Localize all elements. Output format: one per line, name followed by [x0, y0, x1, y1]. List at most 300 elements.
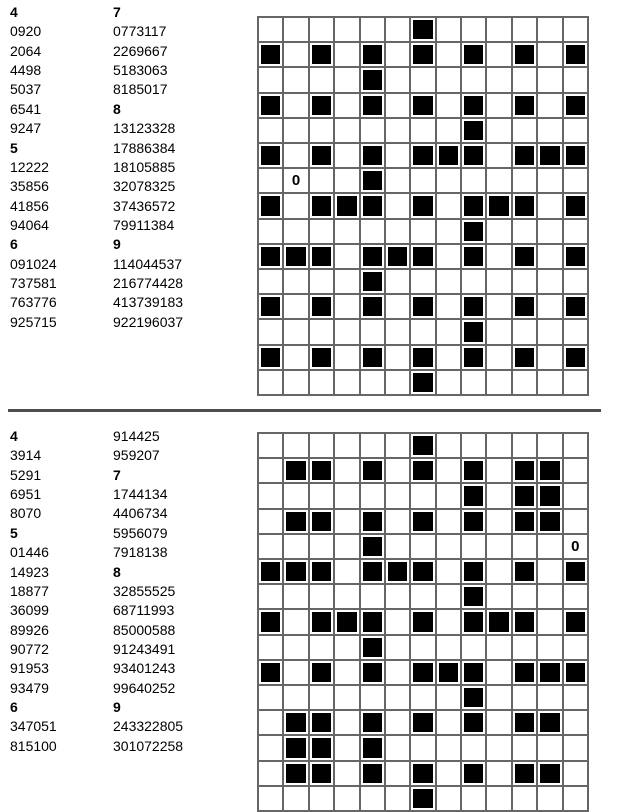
grid-cell[interactable]	[309, 584, 334, 609]
grid-cell[interactable]	[537, 584, 562, 609]
grid-cell[interactable]	[334, 685, 359, 710]
grid-cell[interactable]	[309, 168, 334, 193]
grid-cell[interactable]	[537, 735, 562, 760]
grid-cell[interactable]	[283, 269, 308, 294]
grid-cell[interactable]	[436, 635, 461, 660]
grid-cell[interactable]	[436, 118, 461, 143]
grid-cell-black	[360, 559, 385, 584]
grid-cell[interactable]	[436, 458, 461, 483]
grid-cell[interactable]	[461, 370, 486, 395]
grid-cell[interactable]	[486, 483, 511, 508]
grid-cell[interactable]	[512, 269, 537, 294]
grid-cell[interactable]	[385, 509, 410, 534]
grid-cell[interactable]	[486, 509, 511, 534]
grid-cell[interactable]	[309, 685, 334, 710]
grid-cell[interactable]	[436, 370, 461, 395]
grid-cell[interactable]	[258, 534, 283, 559]
grid-cell[interactable]	[461, 17, 486, 42]
grid-cell[interactable]	[334, 433, 359, 458]
grid-cell[interactable]	[486, 93, 511, 118]
grid-cell[interactable]	[537, 93, 562, 118]
grid-cell[interactable]	[258, 509, 283, 534]
grid-cell[interactable]	[385, 433, 410, 458]
grid-cell[interactable]	[360, 319, 385, 344]
grid-cell[interactable]	[283, 143, 308, 168]
grid-cell[interactable]	[436, 483, 461, 508]
grid-cell[interactable]	[360, 584, 385, 609]
grid-cell[interactable]	[283, 193, 308, 218]
grid-cell[interactable]	[486, 458, 511, 483]
grid-cell[interactable]	[334, 244, 359, 269]
grid-cell[interactable]	[563, 761, 588, 786]
grid-cell[interactable]	[334, 458, 359, 483]
number-entry: 5956079	[113, 524, 168, 541]
number-entry: 18105885	[113, 158, 176, 175]
grid-cell[interactable]	[385, 534, 410, 559]
grid-cell[interactable]	[334, 584, 359, 609]
grid-cell[interactable]	[385, 319, 410, 344]
grid-cell[interactable]	[360, 17, 385, 42]
grid-cell[interactable]	[283, 319, 308, 344]
grid-cell[interactable]	[385, 118, 410, 143]
grid-cell[interactable]	[486, 559, 511, 584]
grid-cell[interactable]	[334, 143, 359, 168]
grid-cell[interactable]	[436, 345, 461, 370]
grid-cell-black	[258, 244, 283, 269]
grid-cell[interactable]	[486, 67, 511, 92]
grid-cell[interactable]	[334, 735, 359, 760]
grid-cell[interactable]	[258, 17, 283, 42]
grid-cell[interactable]	[461, 735, 486, 760]
grid-cell[interactable]	[486, 660, 511, 685]
grid-cell-black	[360, 710, 385, 735]
grid-cell[interactable]	[385, 786, 410, 811]
grid-cell[interactable]	[360, 370, 385, 395]
grid-cell[interactable]	[385, 67, 410, 92]
grid-cell[interactable]	[436, 42, 461, 67]
grid-cell[interactable]	[436, 193, 461, 218]
grid-cell[interactable]	[563, 168, 588, 193]
grid-cell[interactable]	[537, 269, 562, 294]
grid-cell[interactable]	[258, 67, 283, 92]
grid-cell[interactable]	[309, 534, 334, 559]
number-entry: 0773117	[113, 23, 167, 40]
grid-cell[interactable]	[385, 660, 410, 685]
grid-cell[interactable]	[436, 319, 461, 344]
grid-cell[interactable]	[436, 17, 461, 42]
grid-cell-given-digit[interactable]: 0	[563, 534, 588, 559]
grid-cell[interactable]	[283, 635, 308, 660]
grid-cell[interactable]	[309, 483, 334, 508]
grid-cell[interactable]	[360, 483, 385, 508]
grid-cell[interactable]	[486, 786, 511, 811]
grid-cell[interactable]	[334, 42, 359, 67]
grid-cell[interactable]	[309, 118, 334, 143]
grid-cell[interactable]	[385, 458, 410, 483]
grid-cell[interactable]	[258, 483, 283, 508]
grid-cell[interactable]	[512, 370, 537, 395]
grid-cell[interactable]	[360, 685, 385, 710]
grid-cell[interactable]	[461, 534, 486, 559]
grid-cell[interactable]	[283, 345, 308, 370]
grid-cell[interactable]	[334, 93, 359, 118]
grid-cell[interactable]	[385, 710, 410, 735]
grid-cell[interactable]	[283, 483, 308, 508]
grid-cell[interactable]	[410, 534, 435, 559]
grid-cell-black	[410, 370, 435, 395]
grid-cell[interactable]	[258, 168, 283, 193]
grid-cell[interactable]	[309, 433, 334, 458]
grid-cell[interactable]	[258, 635, 283, 660]
grid-cell-black	[410, 786, 435, 811]
grid-cell[interactable]	[537, 635, 562, 660]
grid-cell[interactable]	[258, 269, 283, 294]
grid-cell[interactable]	[537, 433, 562, 458]
grid-cell[interactable]	[486, 42, 511, 67]
grid-cell[interactable]	[334, 168, 359, 193]
grid-cell[interactable]	[258, 685, 283, 710]
grid-cell[interactable]	[436, 219, 461, 244]
grid-cell[interactable]	[563, 509, 588, 534]
grid-cell[interactable]	[512, 685, 537, 710]
grid-cell[interactable]	[537, 193, 562, 218]
grid-cell[interactable]	[258, 584, 283, 609]
puzzle1-list-column2	[113, 3, 183, 332]
grid-cell-black	[410, 609, 435, 634]
grid-cell[interactable]	[385, 168, 410, 193]
grid-cell[interactable]	[563, 319, 588, 344]
grid-cell[interactable]	[563, 685, 588, 710]
grid-cell[interactable]	[385, 294, 410, 319]
grid-cell[interactable]	[309, 319, 334, 344]
grid-cell-black	[410, 93, 435, 118]
grid-cell[interactable]	[537, 219, 562, 244]
number-entry: 7918138	[113, 544, 168, 561]
grid-cell[interactable]	[486, 433, 511, 458]
grid-cell-black	[537, 483, 562, 508]
grid-cell[interactable]	[512, 534, 537, 559]
grid-cell[interactable]	[334, 559, 359, 584]
grid-cell-black	[512, 345, 537, 370]
grid-cell-black	[512, 559, 537, 584]
grid-cell[interactable]	[461, 269, 486, 294]
grid-cell[interactable]	[385, 609, 410, 634]
grid-cell[interactable]	[334, 67, 359, 92]
grid-cell[interactable]	[537, 168, 562, 193]
grid-cell[interactable]	[537, 118, 562, 143]
grid-cell-black	[258, 93, 283, 118]
grid-cell[interactable]	[486, 168, 511, 193]
grid-cell[interactable]	[283, 67, 308, 92]
grid-cell[interactable]	[385, 483, 410, 508]
grid-cell[interactable]	[512, 168, 537, 193]
grid-cell[interactable]	[563, 635, 588, 660]
grid-cell-black	[512, 294, 537, 319]
grid-cell[interactable]	[334, 483, 359, 508]
grid-cell[interactable]	[258, 735, 283, 760]
grid-cell[interactable]	[334, 370, 359, 395]
grid-cell[interactable]	[334, 660, 359, 685]
grid-cell[interactable]	[309, 17, 334, 42]
grid-cell[interactable]	[385, 584, 410, 609]
grid-cell[interactable]	[537, 294, 562, 319]
grid-cell[interactable]	[436, 269, 461, 294]
grid-cell[interactable]	[537, 559, 562, 584]
grid-cell[interactable]	[283, 17, 308, 42]
grid-cell-black	[309, 143, 334, 168]
grid-cell[interactable]	[563, 483, 588, 508]
grid-cell[interactable]	[385, 17, 410, 42]
grid-cell[interactable]	[486, 635, 511, 660]
grid-cell[interactable]	[563, 219, 588, 244]
grid-cell[interactable]	[283, 584, 308, 609]
grid-cell[interactable]	[283, 370, 308, 395]
grid-cell[interactable]	[334, 509, 359, 534]
grid-cell[interactable]	[385, 42, 410, 67]
grid-cell[interactable]	[436, 244, 461, 269]
grid-cell[interactable]	[537, 319, 562, 344]
grid-cell[interactable]	[410, 219, 435, 244]
grid-cell[interactable]	[334, 219, 359, 244]
grid-cell[interactable]	[385, 219, 410, 244]
grid-cell[interactable]	[461, 168, 486, 193]
grid-cell[interactable]	[486, 534, 511, 559]
grid-cell[interactable]	[512, 118, 537, 143]
grid-cell[interactable]	[258, 458, 283, 483]
grid-cell[interactable]	[461, 786, 486, 811]
grid-cell[interactable]	[563, 67, 588, 92]
grid-cell-black	[309, 559, 334, 584]
grid-cell[interactable]	[436, 761, 461, 786]
grid-cell[interactable]	[309, 635, 334, 660]
grid-cell[interactable]	[385, 93, 410, 118]
grid-cell[interactable]	[410, 483, 435, 508]
grid-cell[interactable]	[334, 761, 359, 786]
grid-cell[interactable]	[563, 118, 588, 143]
grid-cell[interactable]	[537, 370, 562, 395]
grid-cell-black	[385, 559, 410, 584]
grid-cell[interactable]	[512, 433, 537, 458]
grid-cell-black	[283, 735, 308, 760]
grid-cell[interactable]	[360, 118, 385, 143]
number-entry: 216774428	[113, 275, 184, 292]
grid-cell[interactable]	[385, 143, 410, 168]
grid-cell[interactable]	[385, 735, 410, 760]
grid-cell[interactable]	[385, 370, 410, 395]
grid-cell[interactable]	[537, 609, 562, 634]
grid-cell[interactable]	[309, 370, 334, 395]
grid-cell[interactable]	[512, 17, 537, 42]
grid-cell[interactable]	[537, 786, 562, 811]
grid-cell-black	[563, 294, 588, 319]
grid-cell[interactable]	[512, 219, 537, 244]
grid-cell-black	[360, 93, 385, 118]
grid-cell[interactable]	[309, 269, 334, 294]
grid-cell[interactable]	[486, 118, 511, 143]
grid-cell[interactable]	[334, 786, 359, 811]
grid-cell[interactable]	[283, 685, 308, 710]
group-size-header: 6	[10, 699, 18, 716]
number-entry: 18877	[10, 582, 49, 599]
grid-cell[interactable]	[309, 786, 334, 811]
grid-cell[interactable]	[258, 710, 283, 735]
grid-cell[interactable]	[563, 269, 588, 294]
grid-cell[interactable]	[486, 710, 511, 735]
grid-cell[interactable]	[512, 319, 537, 344]
grid-cell[interactable]	[283, 294, 308, 319]
grid-cell[interactable]	[283, 534, 308, 559]
grid-cell[interactable]	[512, 584, 537, 609]
grid-cell[interactable]	[563, 433, 588, 458]
grid-cell[interactable]	[309, 67, 334, 92]
group-size-header: 6	[10, 236, 18, 253]
grid-cell[interactable]	[436, 509, 461, 534]
grid-cell[interactable]	[486, 244, 511, 269]
grid-cell[interactable]	[563, 17, 588, 42]
puzzle1-grid	[257, 16, 589, 396]
grid-cell[interactable]	[436, 534, 461, 559]
grid-cell[interactable]	[410, 584, 435, 609]
grid-cell[interactable]	[461, 635, 486, 660]
grid-cell[interactable]	[360, 786, 385, 811]
grid-cell[interactable]	[410, 67, 435, 92]
grid-cell[interactable]	[360, 219, 385, 244]
grid-cell[interactable]	[309, 219, 334, 244]
grid-cell[interactable]	[385, 269, 410, 294]
grid-cell[interactable]	[512, 786, 537, 811]
grid-cell-black	[461, 219, 486, 244]
grid-cell[interactable]	[283, 118, 308, 143]
grid-cell[interactable]	[258, 761, 283, 786]
grid-cell[interactable]	[486, 761, 511, 786]
grid-cell[interactable]	[486, 345, 511, 370]
grid-cell[interactable]	[486, 294, 511, 319]
grid-cell[interactable]	[563, 370, 588, 395]
grid-cell[interactable]	[563, 735, 588, 760]
grid-cell[interactable]	[537, 685, 562, 710]
grid-cell[interactable]	[436, 786, 461, 811]
grid-cell[interactable]	[563, 458, 588, 483]
grid-cell[interactable]	[512, 635, 537, 660]
grid-cell[interactable]	[334, 534, 359, 559]
grid-cell[interactable]	[436, 584, 461, 609]
grid-cell[interactable]	[334, 118, 359, 143]
grid-cell[interactable]	[283, 93, 308, 118]
grid-cell[interactable]	[436, 67, 461, 92]
number-entry: 5037	[10, 81, 42, 98]
grid-cell[interactable]	[486, 219, 511, 244]
grid-cell[interactable]	[283, 609, 308, 634]
grid-cell[interactable]	[436, 685, 461, 710]
number-entry: 35856	[10, 178, 49, 195]
grid-cell[interactable]	[334, 710, 359, 735]
grid-cell[interactable]	[410, 635, 435, 660]
grid-cell-black	[461, 42, 486, 67]
grid-cell[interactable]	[410, 685, 435, 710]
grid-cell-black	[537, 660, 562, 685]
grid-cell[interactable]	[537, 42, 562, 67]
grid-cell[interactable]	[537, 534, 562, 559]
grid-cell[interactable]	[334, 269, 359, 294]
grid-cell-black	[360, 244, 385, 269]
grid-cell[interactable]	[385, 635, 410, 660]
grid-cell[interactable]	[563, 584, 588, 609]
grid-cell[interactable]	[258, 319, 283, 344]
grid-cell[interactable]	[461, 433, 486, 458]
grid-cell[interactable]	[385, 761, 410, 786]
grid-cell[interactable]	[410, 269, 435, 294]
grid-cell[interactable]	[436, 735, 461, 760]
grid-cell-given-digit[interactable]: 0	[283, 168, 308, 193]
grid-cell[interactable]	[385, 193, 410, 218]
grid-cell[interactable]	[486, 685, 511, 710]
grid-cell[interactable]	[512, 735, 537, 760]
grid-cell[interactable]	[258, 786, 283, 811]
grid-cell-black	[258, 294, 283, 319]
grid-cell[interactable]	[486, 17, 511, 42]
grid-cell[interactable]	[436, 710, 461, 735]
grid-cell[interactable]	[436, 93, 461, 118]
grid-cell[interactable]	[410, 735, 435, 760]
grid-cell[interactable]	[410, 319, 435, 344]
grid-cell[interactable]	[385, 685, 410, 710]
grid-cell[interactable]	[283, 660, 308, 685]
grid-cell[interactable]	[436, 294, 461, 319]
grid-cell[interactable]	[537, 244, 562, 269]
grid-cell[interactable]	[385, 345, 410, 370]
grid-cell-black	[461, 193, 486, 218]
grid-cell[interactable]	[258, 219, 283, 244]
grid-cell[interactable]	[461, 67, 486, 92]
grid-cell[interactable]	[486, 370, 511, 395]
grid-cell[interactable]	[334, 635, 359, 660]
grid-cell[interactable]	[334, 345, 359, 370]
grid-cell[interactable]	[486, 269, 511, 294]
grid-cell[interactable]	[537, 67, 562, 92]
grid-cell[interactable]	[512, 67, 537, 92]
grid-cell[interactable]	[258, 370, 283, 395]
grid-cell[interactable]	[436, 559, 461, 584]
grid-cell[interactable]	[436, 168, 461, 193]
grid-cell[interactable]	[486, 735, 511, 760]
grid-cell[interactable]	[334, 319, 359, 344]
section-divider	[8, 409, 601, 412]
number-entry: 93401243	[113, 660, 176, 677]
grid-cell[interactable]	[486, 584, 511, 609]
grid-cell[interactable]	[537, 17, 562, 42]
grid-cell[interactable]	[283, 786, 308, 811]
grid-cell[interactable]	[283, 42, 308, 67]
grid-cell[interactable]	[436, 433, 461, 458]
grid-cell-black	[461, 143, 486, 168]
grid-cell-black	[309, 710, 334, 735]
grid-cell[interactable]	[563, 786, 588, 811]
grid-cell[interactable]	[258, 433, 283, 458]
grid-cell[interactable]	[334, 294, 359, 319]
grid-cell[interactable]	[360, 433, 385, 458]
grid-cell[interactable]	[537, 345, 562, 370]
grid-cell[interactable]	[258, 118, 283, 143]
grid-cell[interactable]	[563, 710, 588, 735]
grid-cell[interactable]	[410, 168, 435, 193]
grid-cell[interactable]	[486, 319, 511, 344]
grid-cell[interactable]	[436, 609, 461, 634]
grid-cell[interactable]	[334, 17, 359, 42]
grid-cell[interactable]	[486, 143, 511, 168]
grid-cell[interactable]	[283, 219, 308, 244]
grid-cell[interactable]	[410, 118, 435, 143]
grid-cell[interactable]	[283, 433, 308, 458]
